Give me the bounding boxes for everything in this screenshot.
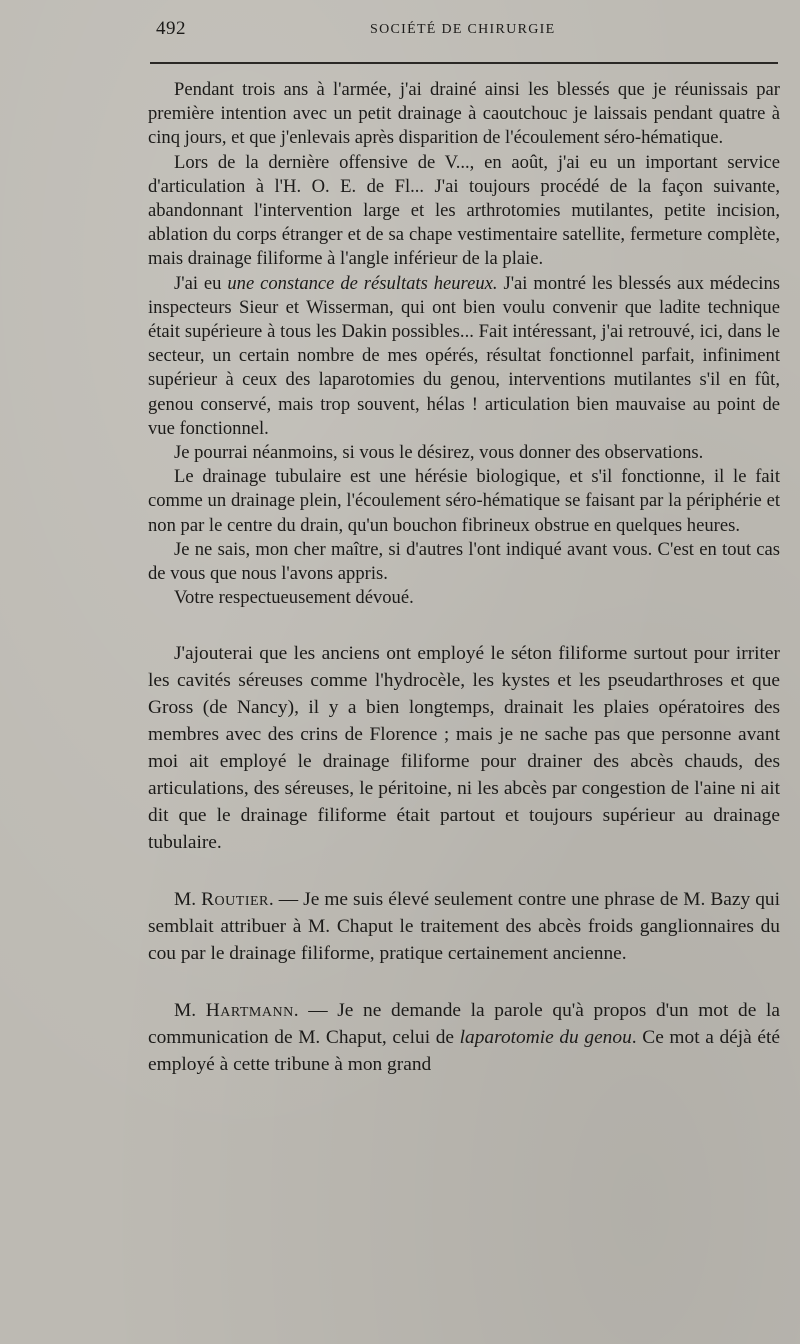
paragraph-signature: Votre respectueusement dévoué. bbox=[174, 587, 414, 609]
running-head bbox=[150, 18, 780, 48]
body-text bbox=[148, 78, 780, 1078]
paragraph-observations: Je pourrai néanmoins, si vous le désirez, vous donner des observations. bbox=[174, 442, 704, 464]
paragraph-ancients: J'ajouterai que les anciens ont employé le séton filiforme surtout pour irriter les cavités séreuses comme l'hydrocèle, les kystes et les pseudarthroses et que Gross (de Nancy), il y a bien longtemps, drainait les plaies opératoires des membres avec des crins de Florence ; mais je ne sache pas que personne avant moi ait employé le drainage filiforme pour drainer des abcès chauds, des articulations, des séreuses, le péritoine, ni les abcès par congestion de l'aine ni ait dit que le drainage filiforme était partout et toujours supérieur au drainage tubulaire. bbox=[148, 643, 780, 854]
paragraph-routier bbox=[148, 886, 780, 967]
routier-prefix: M. bbox=[174, 889, 202, 911]
paragraph-hartmann bbox=[148, 997, 780, 1078]
constance-rest: J'ai montré les blessés aux médecins inspecteurs Sieur et Wisserman, qui ont bien voulu convenir que ladite technique était supérieure à tous les Dakin possibles... Fait intéressant, j'ai retrouvé, ici, dans le secteur, un certain nombre de mes opérés, résultat fonctionnel parfait, infiniment supérieur à ceux des laparotomies du genou, interventions mutilantes s'il en fût, genou conservé, mais trop souvent, hélas ! articulation bien mauvaise au point de vue fonctionnel. bbox=[148, 272, 780, 439]
hartmann-text: . — Je ne demande la parole qu'à propos d'un mot de la communication de M. Chaput, celui de bbox=[148, 1000, 780, 1049]
page-number: 492 bbox=[156, 18, 186, 39]
journal-title: SOCIÉTÉ DE CHIRURGIE bbox=[370, 22, 556, 37]
hartmann-tail: . Ce mot a déjà été employé à cette tribune à mon grand bbox=[148, 1027, 780, 1076]
constance-emphasis: une constance de résultats heureux. bbox=[227, 272, 498, 294]
paragraph-army-drainage: Pendant trois ans à l'armée, j'ai drainé ainsi les blessés que je réunissais par première intention avec un petit drainage à caoutchouc je laissais pendant quatre à cinq jours, et que j'enlevais après disparition de l'écoulement séro-hématique. bbox=[148, 79, 780, 149]
routier-text: . — Je me suis élevé seulement contre une phrase de M. Bazy qui semblait attribuer à M. Chaput le traitement des abcès froids ganglionnaires du cou par le drainage filiforme, pratique certainement ancienne. bbox=[148, 889, 781, 965]
hartmann-emphasis: laparotomie du genou bbox=[459, 1027, 632, 1049]
speaker-hartmann: Hartmann bbox=[205, 1000, 294, 1022]
header-rule bbox=[150, 62, 778, 64]
constance-intro: J'ai eu bbox=[174, 272, 228, 294]
paragraph-letter-closing: Je ne sais, mon cher maître, si d'autres l'ont indiqué avant vous. C'est en tout cas de vous que nous l'avons appris. bbox=[148, 538, 780, 585]
paragraph-constance bbox=[148, 272, 780, 441]
hartmann-prefix: M. bbox=[174, 1000, 206, 1022]
paragraph-offensive: Lors de la dernière offensive de V..., en août, j'ai eu un important service d'articulation à l'H. O. E. de Fl... J'ai toujours procédé de la façon suivante, abandonnant l'intervention large et les arthrotomies mutilantes, petite incision, ablation du corps étranger et de sa chape vestimentaire satellite, fermeture complète, mais drainage filiforme à l'angle inférieur de la plaie. bbox=[148, 151, 780, 270]
paragraph-tubular-drainage: Le drainage tubulaire est une hérésie biologique, et s'il fonctionne, il le fait comme un drainage plein, l'écoulement séro-hématique se faisant par la périphérie et non par le centre du drain, qu'un bouchon fibrineux obstrue en quelques heures. bbox=[148, 466, 780, 536]
speaker-routier: Routier bbox=[201, 889, 269, 911]
